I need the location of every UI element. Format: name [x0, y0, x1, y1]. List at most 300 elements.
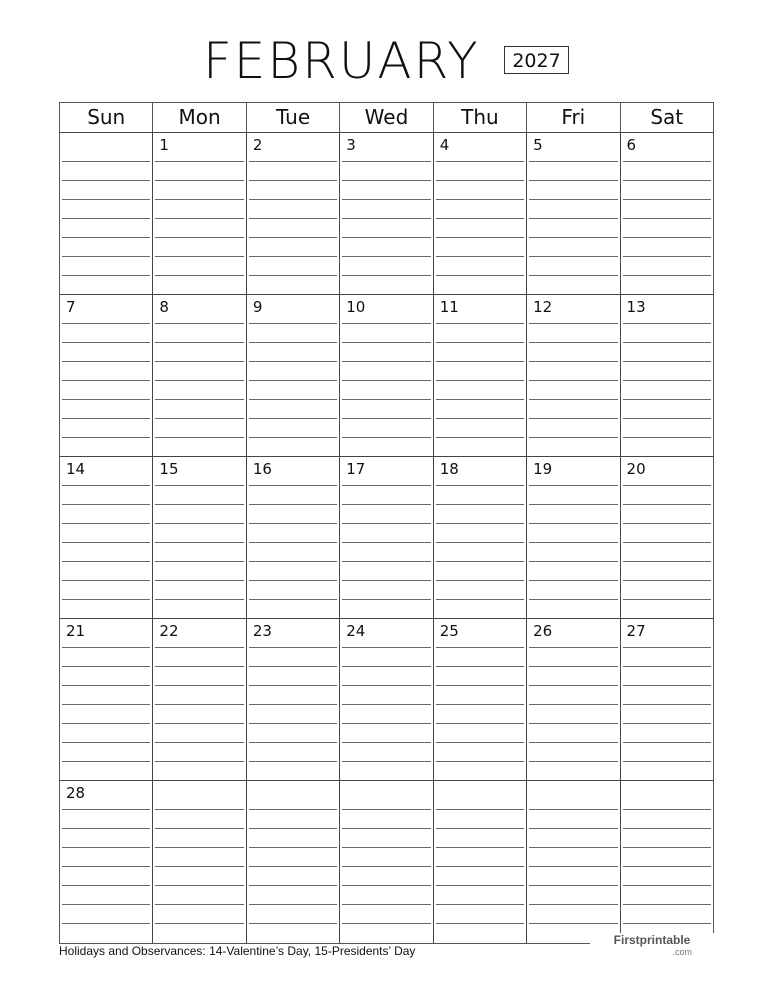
- writing-line: [623, 437, 711, 456]
- writing-line: [342, 161, 430, 180]
- day-cell[interactable]: [152, 295, 245, 456]
- writing-line: [249, 647, 337, 666]
- weekday-header: [60, 103, 713, 133]
- writing-line: [155, 418, 243, 437]
- writing-line: [529, 847, 617, 866]
- writing-line: [342, 742, 430, 761]
- writing-line: [342, 866, 430, 885]
- writing-line: [623, 256, 711, 275]
- week-row: [60, 295, 713, 457]
- writing-line: [436, 218, 524, 237]
- day-cell[interactable]: [620, 619, 713, 780]
- writing-line: [436, 723, 524, 742]
- writing-line: [529, 180, 617, 199]
- writing-line: [249, 523, 337, 542]
- writing-line: [342, 885, 430, 904]
- day-cell[interactable]: [339, 295, 432, 456]
- writing-line: [436, 847, 524, 866]
- day-cell[interactable]: [152, 781, 245, 943]
- writing-lines: [342, 323, 430, 456]
- day-number: 9: [252, 298, 263, 316]
- holidays-note: Holidays and Observances: 14-Valentine’s Day, 15-Presidents’ Day: [59, 944, 416, 958]
- writing-line: [342, 685, 430, 704]
- writing-line: [155, 523, 243, 542]
- writing-line: [342, 580, 430, 599]
- writing-line: [62, 704, 150, 723]
- writing-line: [155, 437, 243, 456]
- month-title: FEBRUARY: [203, 32, 480, 90]
- day-cell[interactable]: [526, 133, 619, 294]
- day-number: 21: [66, 622, 86, 640]
- writing-line: [62, 742, 150, 761]
- writing-line: [342, 523, 430, 542]
- day-cell[interactable]: [246, 781, 339, 943]
- writing-line: [342, 666, 430, 685]
- writing-line: [249, 361, 337, 380]
- writing-line: [623, 866, 711, 885]
- writing-line: [623, 323, 711, 342]
- writing-line: [529, 828, 617, 847]
- writing-line: [62, 361, 150, 380]
- writing-line: [249, 685, 337, 704]
- day-cell[interactable]: [246, 295, 339, 456]
- writing-lines: [342, 647, 430, 780]
- weekday-sun: Sun: [87, 105, 126, 129]
- weekday-tue: Tue: [246, 103, 339, 132]
- writing-lines: [342, 809, 430, 942]
- writing-line: [249, 761, 337, 780]
- writing-line: [155, 218, 243, 237]
- writing-line: [155, 180, 243, 199]
- day-cell[interactable]: [152, 457, 245, 618]
- day-number: 7: [66, 298, 76, 316]
- writing-line: [529, 761, 617, 780]
- writing-line: [155, 256, 243, 275]
- writing-line: [529, 323, 617, 342]
- writing-line: [62, 828, 150, 847]
- day-cell[interactable]: [620, 295, 713, 456]
- writing-line: [623, 828, 711, 847]
- writing-line: [529, 742, 617, 761]
- writing-line: [62, 761, 150, 780]
- writing-line: [623, 809, 711, 828]
- writing-lines: [529, 647, 617, 780]
- day-cell[interactable]: [433, 619, 526, 780]
- year-badge: 2027: [504, 46, 569, 74]
- writing-line: [62, 666, 150, 685]
- writing-line: [436, 666, 524, 685]
- writing-line: [249, 723, 337, 742]
- week-row: [60, 457, 713, 619]
- writing-line: [342, 542, 430, 561]
- writing-line: [62, 180, 150, 199]
- writing-line: [249, 666, 337, 685]
- writing-line: [155, 666, 243, 685]
- day-number: 13: [626, 298, 646, 316]
- writing-line: [529, 809, 617, 828]
- writing-line: [62, 399, 150, 418]
- writing-lines: [155, 809, 243, 942]
- writing-lines: [623, 647, 711, 780]
- writing-line: [529, 866, 617, 885]
- writing-line: [342, 647, 430, 666]
- writing-line: [249, 885, 337, 904]
- writing-line: [155, 161, 243, 180]
- writing-line: [249, 218, 337, 237]
- writing-line: [249, 866, 337, 885]
- day-number: 20: [626, 460, 646, 478]
- writing-lines: [529, 323, 617, 456]
- writing-line: [529, 485, 617, 504]
- writing-line: [342, 704, 430, 723]
- writing-line: [529, 666, 617, 685]
- writing-line: [155, 399, 243, 418]
- writing-line: [436, 580, 524, 599]
- writing-line: [529, 342, 617, 361]
- writing-line: [249, 323, 337, 342]
- writing-line: [529, 561, 617, 580]
- writing-line: [342, 437, 430, 456]
- writing-line: [342, 723, 430, 742]
- writing-line: [62, 561, 150, 580]
- writing-line: [436, 647, 524, 666]
- writing-line: [623, 885, 711, 904]
- day-number: 15: [159, 460, 179, 478]
- day-cell[interactable]: [60, 133, 152, 294]
- writing-line: [436, 866, 524, 885]
- day-cell[interactable]: [339, 781, 432, 943]
- day-cell[interactable]: [433, 457, 526, 618]
- calendar-grid: [59, 102, 714, 944]
- writing-line: [623, 237, 711, 256]
- writing-line: [155, 923, 243, 942]
- day-number: 23: [252, 622, 272, 640]
- writing-line: [249, 418, 337, 437]
- writing-line: [529, 361, 617, 380]
- writing-line: [623, 904, 711, 923]
- writing-line: [529, 580, 617, 599]
- writing-line: [62, 218, 150, 237]
- writing-lines: [529, 161, 617, 294]
- writing-lines: [155, 161, 243, 294]
- writing-lines: [342, 485, 430, 618]
- writing-line: [529, 704, 617, 723]
- writing-lines: [436, 161, 524, 294]
- writing-line: [529, 437, 617, 456]
- day-cell[interactable]: [620, 133, 713, 294]
- brand-logo: [590, 933, 714, 957]
- writing-line: [623, 361, 711, 380]
- writing-line: [155, 275, 243, 294]
- writing-line: [623, 523, 711, 542]
- day-cell[interactable]: [339, 133, 432, 294]
- writing-line: [436, 809, 524, 828]
- writing-line: [62, 161, 150, 180]
- writing-line: [436, 742, 524, 761]
- writing-lines: [249, 323, 337, 456]
- writing-line: [155, 761, 243, 780]
- writing-line: [342, 761, 430, 780]
- day-cell[interactable]: [433, 781, 526, 943]
- day-cell[interactable]: [60, 457, 152, 618]
- writing-line: [155, 704, 243, 723]
- writing-lines: [623, 323, 711, 456]
- writing-line: [155, 323, 243, 342]
- writing-lines: [623, 161, 711, 294]
- day-number: 27: [626, 622, 646, 640]
- writing-line: [342, 380, 430, 399]
- writing-line: [62, 199, 150, 218]
- writing-lines: [436, 485, 524, 618]
- day-cell[interactable]: [152, 619, 245, 780]
- writing-line: [62, 599, 150, 618]
- writing-line: [529, 523, 617, 542]
- writing-line: [436, 904, 524, 923]
- day-number: 6: [626, 136, 637, 154]
- writing-line: [342, 504, 430, 523]
- writing-lines: [249, 161, 337, 294]
- week-row: [60, 619, 713, 781]
- writing-line: [62, 323, 150, 342]
- writing-line: [529, 647, 617, 666]
- day-cell[interactable]: [433, 133, 526, 294]
- writing-line: [529, 685, 617, 704]
- writing-line: [436, 828, 524, 847]
- writing-line: [436, 437, 524, 456]
- writing-line: [62, 485, 150, 504]
- writing-line: [155, 380, 243, 399]
- writing-line: [342, 275, 430, 294]
- writing-line: [436, 485, 524, 504]
- brand-name: Firstprintable: [590, 933, 714, 947]
- day-number: 26: [533, 622, 553, 640]
- writing-line: [623, 485, 711, 504]
- writing-line: [623, 704, 711, 723]
- writing-line: [529, 256, 617, 275]
- writing-lines: [436, 647, 524, 780]
- writing-line: [62, 885, 150, 904]
- writing-line: [436, 599, 524, 618]
- writing-line: [623, 161, 711, 180]
- writing-line: [249, 828, 337, 847]
- writing-line: [623, 666, 711, 685]
- writing-line: [623, 761, 711, 780]
- writing-line: [436, 342, 524, 361]
- writing-line: [155, 561, 243, 580]
- writing-line: [623, 561, 711, 580]
- day-number: 10: [346, 298, 366, 316]
- day-number: 8: [159, 298, 169, 316]
- writing-line: [623, 580, 711, 599]
- writing-line: [62, 809, 150, 828]
- writing-line: [155, 809, 243, 828]
- writing-line: [436, 161, 524, 180]
- writing-line: [342, 237, 430, 256]
- writing-line: [529, 237, 617, 256]
- writing-line: [249, 742, 337, 761]
- writing-line: [436, 237, 524, 256]
- day-cell[interactable]: [526, 619, 619, 780]
- writing-line: [155, 237, 243, 256]
- day-cell[interactable]: [246, 133, 339, 294]
- writing-line: [436, 504, 524, 523]
- writing-line: [436, 685, 524, 704]
- writing-line: [249, 904, 337, 923]
- weekday-mon: Mon: [152, 103, 245, 132]
- day-number: 28: [66, 784, 86, 802]
- writing-line: [436, 523, 524, 542]
- day-number: 11: [439, 298, 459, 316]
- writing-line: [62, 580, 150, 599]
- writing-line: [155, 723, 243, 742]
- writing-line: [342, 342, 430, 361]
- writing-line: [436, 704, 524, 723]
- day-number: 14: [66, 460, 86, 478]
- writing-lines: [62, 809, 150, 942]
- writing-line: [623, 275, 711, 294]
- day-cell[interactable]: [620, 781, 713, 943]
- writing-line: [436, 399, 524, 418]
- writing-line: [342, 323, 430, 342]
- day-cell[interactable]: [60, 619, 152, 780]
- writing-line: [436, 180, 524, 199]
- writing-line: [623, 418, 711, 437]
- day-cell[interactable]: [339, 457, 432, 618]
- writing-line: [249, 485, 337, 504]
- writing-line: [62, 418, 150, 437]
- writing-lines: [155, 485, 243, 618]
- writing-line: [623, 399, 711, 418]
- writing-line: [623, 199, 711, 218]
- day-number: 18: [439, 460, 459, 478]
- day-number: 16: [252, 460, 272, 478]
- writing-line: [155, 580, 243, 599]
- day-cell[interactable]: [152, 133, 245, 294]
- writing-line: [62, 504, 150, 523]
- writing-line: [249, 847, 337, 866]
- day-cell[interactable]: [620, 457, 713, 618]
- writing-line: [249, 542, 337, 561]
- writing-line: [342, 361, 430, 380]
- day-number: 17: [346, 460, 366, 478]
- writing-line: [249, 437, 337, 456]
- writing-lines: [249, 647, 337, 780]
- calendar-title: [0, 32, 773, 92]
- writing-line: [62, 685, 150, 704]
- writing-line: [529, 399, 617, 418]
- writing-line: [623, 847, 711, 866]
- writing-line: [436, 885, 524, 904]
- writing-line: [342, 923, 430, 942]
- writing-line: [529, 885, 617, 904]
- day-cell[interactable]: [433, 295, 526, 456]
- writing-line: [155, 342, 243, 361]
- writing-line: [249, 561, 337, 580]
- writing-line: [155, 504, 243, 523]
- writing-line: [342, 828, 430, 847]
- writing-line: [62, 723, 150, 742]
- writing-line: [623, 599, 711, 618]
- writing-line: [342, 847, 430, 866]
- writing-line: [342, 199, 430, 218]
- writing-line: [529, 161, 617, 180]
- day-number: 22: [159, 622, 179, 640]
- day-cell[interactable]: [60, 295, 152, 456]
- writing-line: [62, 437, 150, 456]
- writing-line: [342, 399, 430, 418]
- writing-lines: [436, 323, 524, 456]
- writing-line: [529, 904, 617, 923]
- writing-line: [249, 199, 337, 218]
- day-cell[interactable]: [246, 619, 339, 780]
- writing-lines: [62, 485, 150, 618]
- day-cell[interactable]: [339, 619, 432, 780]
- weeks-container: [60, 133, 713, 943]
- writing-line: [62, 542, 150, 561]
- writing-lines: [155, 647, 243, 780]
- writing-line: [249, 380, 337, 399]
- writing-line: [155, 742, 243, 761]
- day-cell[interactable]: [246, 457, 339, 618]
- writing-line: [155, 647, 243, 666]
- writing-line: [249, 599, 337, 618]
- writing-line: [623, 742, 711, 761]
- writing-line: [155, 485, 243, 504]
- writing-line: [342, 809, 430, 828]
- writing-line: [529, 542, 617, 561]
- writing-line: [436, 418, 524, 437]
- writing-line: [342, 561, 430, 580]
- writing-line: [155, 885, 243, 904]
- day-cell[interactable]: [526, 781, 619, 943]
- day-cell[interactable]: [60, 781, 152, 943]
- writing-line: [155, 847, 243, 866]
- day-cell[interactable]: [526, 295, 619, 456]
- writing-line: [342, 418, 430, 437]
- writing-line: [529, 275, 617, 294]
- writing-line: [155, 542, 243, 561]
- writing-line: [249, 180, 337, 199]
- day-number: 25: [439, 622, 459, 640]
- writing-line: [623, 180, 711, 199]
- writing-line: [249, 399, 337, 418]
- week-row: [60, 781, 713, 943]
- writing-line: [436, 542, 524, 561]
- writing-line: [62, 923, 150, 942]
- writing-line: [436, 561, 524, 580]
- writing-lines: [436, 809, 524, 942]
- writing-line: [249, 275, 337, 294]
- writing-line: [342, 904, 430, 923]
- writing-line: [155, 866, 243, 885]
- writing-line: [623, 342, 711, 361]
- writing-lines: [249, 809, 337, 942]
- day-cell[interactable]: [526, 457, 619, 618]
- writing-line: [342, 485, 430, 504]
- writing-lines: [529, 485, 617, 618]
- writing-lines: [529, 809, 617, 942]
- writing-lines: [62, 647, 150, 780]
- writing-line: [436, 323, 524, 342]
- writing-line: [249, 504, 337, 523]
- writing-line: [155, 361, 243, 380]
- day-number: 4: [439, 136, 450, 154]
- writing-line: [436, 199, 524, 218]
- writing-lines: [623, 485, 711, 618]
- day-number: 24: [346, 622, 366, 640]
- weekday-fri: Fri: [526, 103, 619, 132]
- day-number: 2: [252, 136, 263, 154]
